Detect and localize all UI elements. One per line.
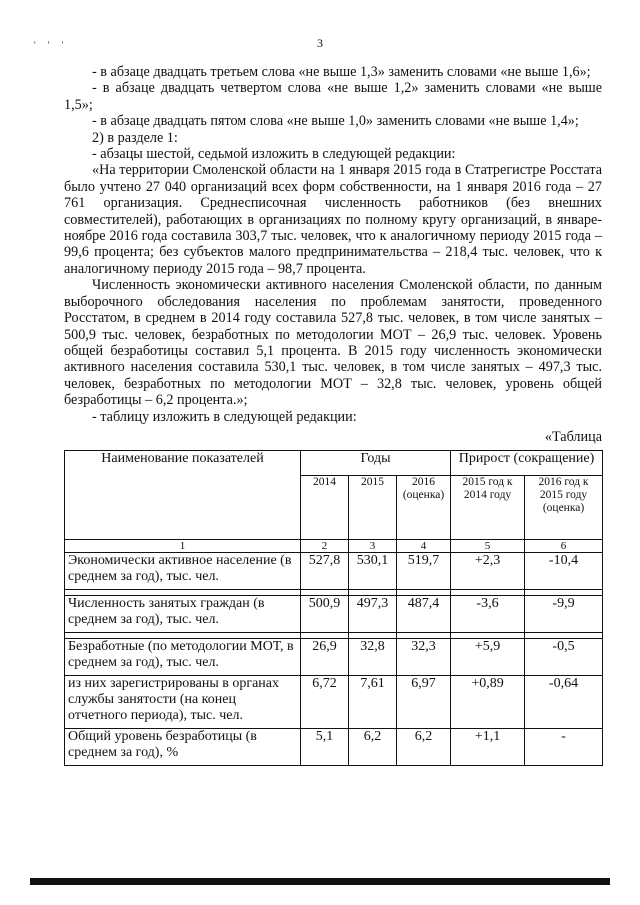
cell-growth-2015: -3,6 — [451, 596, 525, 633]
paragraph-amendment-23: - в абзаце двадцать третьем слова «не выше 1,3» заменить словами «не выше 1,6»; — [92, 64, 591, 80]
cell-2016: 32,3 — [397, 639, 451, 676]
row-name: из них зарегистрированы в органах службы занятости (на конец отчетного периода), тыс. чел. — [65, 676, 301, 729]
cell-growth-2016: -0,5 — [525, 639, 603, 676]
paragraph-active-population: Численность экономически активного населения Смоленской области, по данным выборочного обследования населения по проблемам занятости, проведенного Росстатом, в среднем в 2014 году составила 527,8 тыс. человек, в том числе занятых – 500,9 тыс. человек, безработных по методологии МОТ – 26,9 тыс. человек. Уровень общей безработицы составил 5,1 процента. В 2015 году численность экономически активного населения составила 530,1 тыс. человек, в том числе занятых – 497,3 тыс. человек, безработных по методологии МОТ – 32,8 тыс. человек, уровень общей безработицы – 6,2 процента.»; — [64, 277, 602, 409]
table-column-numbers — [65, 540, 603, 553]
col-number: 1 — [65, 540, 301, 553]
header-name: Наименование показателей — [65, 451, 301, 540]
cell-2016: 519,7 — [397, 553, 451, 590]
header-2016: 2016 (оценка) — [397, 476, 451, 540]
cell-2014: 5,1 — [301, 729, 349, 766]
paragraph-abzacy: - абзацы шестой, седьмой изложить в следующей редакции: — [92, 146, 456, 163]
row-name: Безработные (по методологии МОТ, в среднем за год), тыс. чел. — [65, 639, 301, 676]
row-name: Экономически активное население (в среднем за год), тыс. чел. — [65, 553, 301, 590]
table-row — [65, 676, 603, 729]
cell-2014: 6,72 — [301, 676, 349, 729]
cell-growth-2016: - — [525, 729, 603, 766]
table-header-row-1 — [65, 451, 603, 476]
table-row — [65, 639, 603, 676]
header-years: Годы — [301, 451, 451, 476]
document-body — [64, 64, 602, 766]
header-growth-2015: 2015 год к 2014 году — [451, 476, 525, 540]
table-row — [65, 596, 603, 633]
indicators-table — [64, 450, 603, 766]
cell-2015: 32,8 — [349, 639, 397, 676]
paragraph-organizations: «На территории Смоленской области на 1 января 2015 года в Статрегистре Росстата было учтено 27 040 организаций всех форм собственности, на 1 января 2016 года – 27 761 организация. Среднесписочная численность работников (без внешних совместителей), работающих в организациях по полному кругу организаций, в январе-ноябре 2016 года составила 303,7 тыс. человек, что к аналогичному периоду 2015 года – 99,6 процента; без субъектов малого предпринимательства – 218,4 тыс. человек, что к аналогичному периоду 2015 года – 98,7 процента. — [64, 162, 602, 277]
row-name: Численность занятых граждан (в среднем за год), тыс. чел. — [65, 596, 301, 633]
page-number: 3 — [317, 36, 323, 50]
cell-growth-2015: +5,9 — [451, 639, 525, 676]
col-number: 2 — [301, 540, 349, 553]
cell-2014: 527,8 — [301, 553, 349, 590]
col-number: 6 — [525, 540, 603, 553]
col-number: 5 — [451, 540, 525, 553]
col-number: 4 — [397, 540, 451, 553]
cell-growth-2015: +1,1 — [451, 729, 525, 766]
header-2014: 2014 — [301, 476, 349, 540]
cell-2016: 6,97 — [397, 676, 451, 729]
cell-2015: 6,2 — [349, 729, 397, 766]
table-label: «Таблица — [544, 428, 602, 445]
scan-bottom-border — [30, 878, 610, 885]
cell-2014: 26,9 — [301, 639, 349, 676]
cell-growth-2015: +2,3 — [451, 553, 525, 590]
cell-2016: 6,2 — [397, 729, 451, 766]
cell-2015: 497,3 — [349, 596, 397, 633]
header-growth-2016: 2016 год к 2015 году (оценка) — [525, 476, 603, 540]
header-growth: Прирост (сокращение) — [451, 451, 603, 476]
table-row — [65, 553, 603, 590]
table-row — [65, 729, 603, 766]
cell-2015: 530,1 — [349, 553, 397, 590]
header-2015: 2015 — [349, 476, 397, 540]
paragraph-amendment-25: - в абзаце двадцать пятом слова «не выше 1,0» заменить словами «не выше 1,4»; — [92, 113, 579, 130]
col-number: 3 — [349, 540, 397, 553]
scan-corner-marks: ' ' ' — [34, 40, 69, 50]
row-name: Общий уровень безработицы (в среднем за год), % — [65, 729, 301, 766]
cell-2015: 7,61 — [349, 676, 397, 729]
cell-growth-2016: -0,64 — [525, 676, 603, 729]
cell-2016: 487,4 — [397, 596, 451, 633]
cell-growth-2016: -10,4 — [525, 553, 603, 590]
cell-2014: 500,9 — [301, 596, 349, 633]
paragraph-section-1: 2) в разделе 1: — [92, 129, 178, 146]
paragraph-table-intro: - таблицу изложить в следующей редакции: — [92, 408, 357, 425]
cell-growth-2016: -9,9 — [525, 596, 603, 633]
cell-growth-2015: +0,89 — [451, 676, 525, 729]
paragraph-amendment-24: - в абзаце двадцать четвертом слова «не выше 1,2» заменить словами «не выше 1,5»; — [64, 80, 602, 113]
